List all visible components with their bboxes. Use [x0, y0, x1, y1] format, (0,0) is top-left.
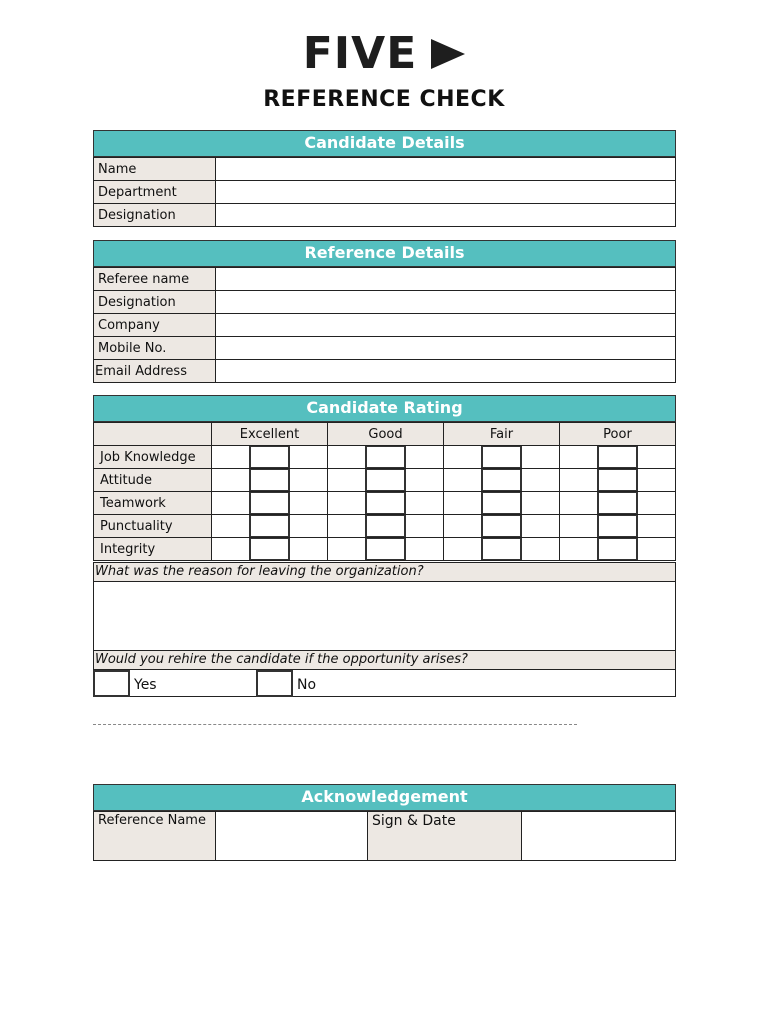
rating-corner-cell [94, 423, 212, 446]
email-label: Email Address [94, 360, 216, 383]
reference-details-table [93, 267, 676, 383]
rating-checkbox[interactable] [597, 538, 638, 560]
rating-label-punctuality: Punctuality [94, 515, 212, 538]
department-field[interactable] [216, 181, 676, 204]
acknowledgement-header: Acknowledgement [93, 784, 676, 811]
reference-details-section [93, 240, 676, 383]
rating-header-row [94, 423, 676, 446]
rating-cell [328, 492, 444, 515]
logo-text: FIVE [302, 28, 418, 79]
department-label: Department [94, 181, 216, 204]
rating-checkbox[interactable] [481, 538, 522, 560]
referee-designation-field[interactable] [216, 291, 676, 314]
yes-label: Yes [134, 677, 157, 693]
rating-cell [560, 515, 676, 538]
rehire-question: Would you rehire the candidate if the opportunity arises? [93, 650, 676, 670]
rating-checkbox[interactable] [365, 492, 406, 514]
rating-cell [328, 469, 444, 492]
rating-cell [212, 538, 328, 561]
rating-checkbox[interactable] [481, 492, 522, 514]
rating-checkbox[interactable] [249, 515, 290, 537]
referee-name-label: Referee name [94, 268, 216, 291]
rating-cell [560, 492, 676, 515]
table-row [94, 204, 676, 227]
rating-cell [444, 538, 560, 561]
rating-checkbox[interactable] [249, 446, 290, 468]
sign-date-label: Sign & Date [368, 812, 522, 861]
name-label: Name [94, 158, 216, 181]
table-row [94, 515, 676, 538]
column-good: Good [328, 423, 444, 446]
company-label: Company [94, 314, 216, 337]
rating-checkbox[interactable] [365, 538, 406, 560]
rating-cell [212, 492, 328, 515]
candidate-rating-section [93, 395, 676, 561]
column-fair: Fair [444, 423, 560, 446]
table-row [94, 538, 676, 561]
rating-checkbox[interactable] [249, 492, 290, 514]
rating-checkbox[interactable] [597, 515, 638, 537]
rating-checkbox[interactable] [481, 515, 522, 537]
leaving-reason-question: What was the reason for leaving the organization? [93, 562, 676, 582]
rating-cell [560, 469, 676, 492]
rating-cell [560, 446, 676, 469]
sign-date-field[interactable] [522, 812, 676, 861]
rating-checkbox[interactable] [597, 469, 638, 491]
yes-checkbox[interactable] [93, 670, 130, 697]
rating-checkbox[interactable] [481, 446, 522, 468]
table-row [94, 337, 676, 360]
rating-cell [328, 515, 444, 538]
rehire-options [93, 670, 676, 697]
rating-checkbox[interactable] [249, 469, 290, 491]
candidate-rating-header: Candidate Rating [93, 395, 676, 422]
referee-designation-label: Designation [94, 291, 216, 314]
acknowledgement-section [93, 784, 676, 861]
candidate-details-header: Candidate Details [93, 130, 676, 157]
table-row [94, 492, 676, 515]
reference-details-header: Reference Details [93, 240, 676, 267]
table-row [94, 268, 676, 291]
email-field[interactable] [216, 360, 676, 383]
rating-label-job-knowledge: Job Knowledge [94, 446, 212, 469]
candidate-details-table [93, 157, 676, 227]
rating-cell [328, 446, 444, 469]
table-row [94, 812, 676, 861]
mobile-field[interactable] [216, 337, 676, 360]
play-arrow-icon [431, 39, 465, 69]
rating-checkbox[interactable] [597, 446, 638, 468]
no-checkbox[interactable] [256, 670, 293, 697]
page-title: REFERENCE CHECK [263, 87, 505, 112]
table-row [94, 158, 676, 181]
column-excellent: Excellent [212, 423, 328, 446]
table-row [94, 360, 676, 383]
rating-label-integrity: Integrity [94, 538, 212, 561]
acknowledgement-table [93, 811, 676, 861]
rating-cell [444, 492, 560, 515]
rating-cell [328, 538, 444, 561]
rating-cell [212, 446, 328, 469]
rating-checkbox[interactable] [365, 469, 406, 491]
reference-name-field[interactable] [216, 812, 368, 861]
column-poor: Poor [560, 423, 676, 446]
table-row [94, 469, 676, 492]
rating-checkbox[interactable] [365, 515, 406, 537]
rating-checkbox[interactable] [481, 469, 522, 491]
rating-cell [444, 469, 560, 492]
rating-cell [212, 469, 328, 492]
designation-field[interactable] [216, 204, 676, 227]
mobile-label: Mobile No. [94, 337, 216, 360]
table-row [94, 314, 676, 337]
rating-table [93, 422, 676, 561]
rating-checkbox[interactable] [249, 538, 290, 560]
table-row [94, 446, 676, 469]
divider [93, 724, 577, 725]
rating-cell [444, 515, 560, 538]
referee-name-field[interactable] [216, 268, 676, 291]
designation-label: Designation [94, 204, 216, 227]
rating-checkbox[interactable] [597, 492, 638, 514]
table-row [94, 181, 676, 204]
company-field[interactable] [216, 314, 676, 337]
rating-cell [444, 446, 560, 469]
rating-cell [212, 515, 328, 538]
table-row [94, 291, 676, 314]
rating-checkbox[interactable] [365, 446, 406, 468]
rating-label-teamwork: Teamwork [94, 492, 212, 515]
candidate-details-section [93, 130, 676, 227]
company-logo [0, 28, 768, 79]
name-field[interactable] [216, 158, 676, 181]
rating-cell [560, 538, 676, 561]
rating-label-attitude: Attitude [94, 469, 212, 492]
reference-name-label: Reference Name [94, 812, 216, 861]
no-label: No [297, 677, 317, 693]
leaving-reason-answer[interactable] [93, 582, 676, 651]
